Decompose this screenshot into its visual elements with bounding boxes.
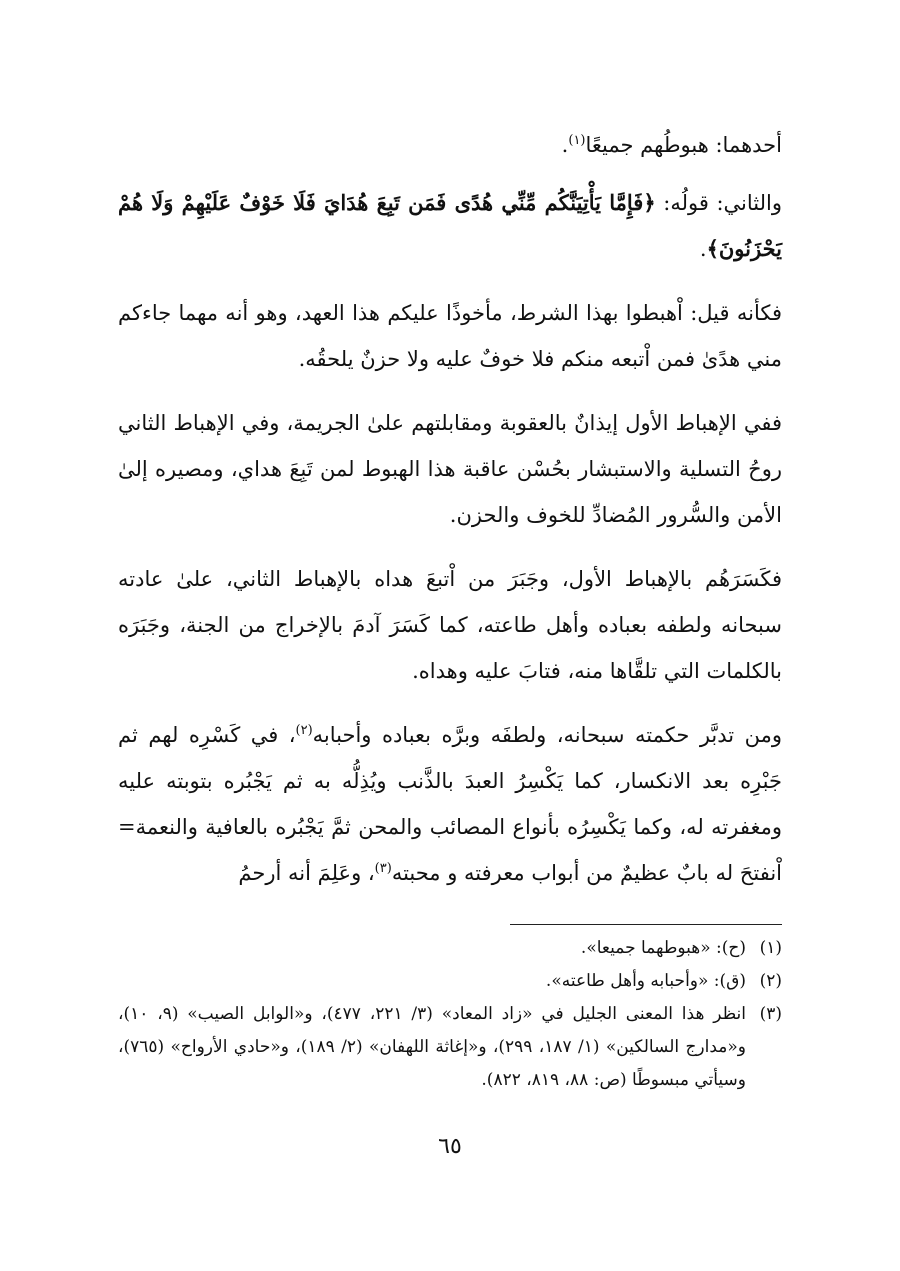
footnote-3 [118,998,782,1097]
footnote-text: انظر هذا المعنى الجليل في «زاد المعاد» (٣/ ٢٢١، ٤٧٧)، و«الوابل الصيب» (٩، ١٠)، و«مدارج السالكين» (١/ ١٨٧، ٢٩٩)، و«إغاثة اللهفان» (٢/ ١٨٩)، و«حادي الأرواح» (٧٦٥)، وسيأتي مبسوطًا (ص: ٨٨، ٨١٩، ٨٢٢). [118,1004,747,1090]
footnote-ref-1: (١) [568,133,586,148]
page-number: ٦٥ [438,1134,462,1159]
paragraph-3: فكأنه قيل: اْهبطوا بهذا الشرط، مأخوذًا عليكم هذا العهد، وهو أنه مهما جاءكم مني هدًىٰ فمن اْتبعه منكم فلا خوفٌ عليه ولا حزنٌ يلحقُه. [118,301,782,371]
paragraph-4: ففي الإهباط الأول إيذانٌ بالعقوبة ومقابلتهم علىٰ الجريمة، وفي الإهباط الثاني روحُ التسلية والاستبشار بحُسْن عاقبة هذا الهبوط لمن تَبِعَ هداي، ومصيره إلىٰ الأمن والسُّرور المُضادِّ للخوف والحزن. [118,411,782,527]
footnote-number: (١) [759,938,782,958]
footnote-ref-2: (٢) [295,723,313,738]
paragraph-2: والثاني: قولُه: ﴿فَإِمَّا يَأْتِيَنَّكُم مِّنِّي هُدًى فَمَن تَبِعَ هُدَايَ فَلَا خَوْفٌ عَلَيْهِمْ وَلَا هُمْ يَحْزَنُونَ﴾. [118,190,782,261]
main-text [118,122,782,914]
footnote-1 [118,932,782,965]
paragraph-5: فكَسَرَهُم بالإهباط الأول، وجَبَرَ من اْتبعَ هداه بالإهباط الثاني، علىٰ عادته سبحانه ولطفه بعباده وأهل طاعته، كما كَسَرَ آدمَ بالإخراج من الجنة، وجَبَرَه بالكلمات التي تلقَّاها منه، فتابَ عليه وهداه. [118,567,782,683]
footnotes [118,932,782,1097]
footnote-number: (٢) [759,971,782,991]
footnote-2 [118,965,782,998]
footnote-text: (ق): «وأحبابه وأهل طاعته». [545,971,746,991]
footnote-divider [510,924,782,925]
paragraph-6: ومن تدبَّر حكمته سبحانه، ولطفَه وبرَّه بعباده وأحبابه$^{(٢)}$، في كَسْرِه لهم ثم جَبْرِه بعد الانكسار، كما يَكْسِرُ العبدَ بالذَّنب ويُذِلُّه به ثم يَجْبُره بتوبته عليه ومغفرته له، وكما يَكْسِرُه بأنواع المصائب والمحن ثمَّ يَجْبُره بالعافية والنعمة= اْنفتحَ له بابٌ عظيمٌ من أبواب معرفته و محبته$^{(٣)}$، وعَلِمَ أنه أرحمُ [118,723,782,885]
quran-verse: ﴿فَإِمَّا يَأْتِيَنَّكُم مِّنِّي هُدًى فَمَن تَبِعَ هُدَايَ فَلَا خَوْفٌ عَلَيْهِمْ وَلَا هُمْ يَحْزَنُونَ﴾ [118,190,782,261]
footnote-number: (٣) [759,1004,782,1024]
paragraph-1: أحدهما: هبوطُهم جميعًا$^{(١)}$. [561,133,782,157]
footnote-ref-3: (٣) [374,861,392,876]
footnote-text: (ح): «هبوطهما جميعا». [580,938,746,958]
